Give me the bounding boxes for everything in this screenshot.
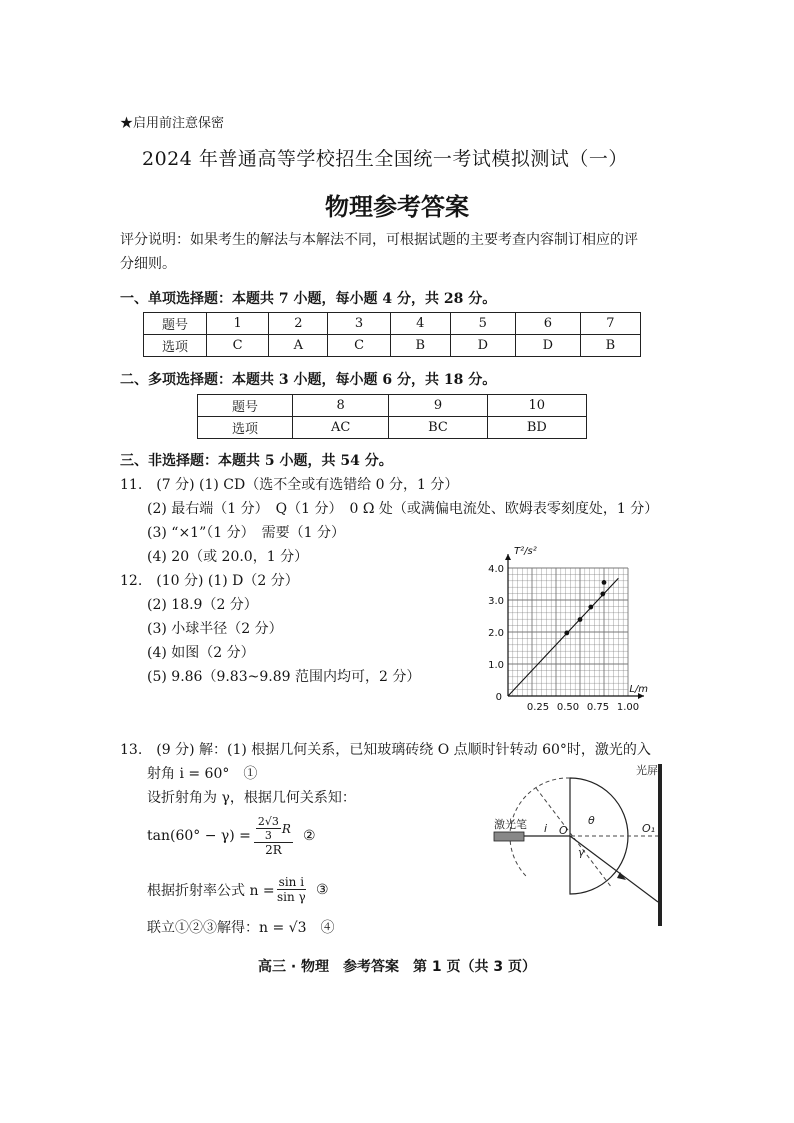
optics-diagram bbox=[492, 758, 674, 930]
q13-line1: 13. (9 分) 解：(1) 根据几何关系，已知玻璃砖绕 O 点顺时针转动 60°时，激光的入 bbox=[120, 742, 651, 758]
fraction-denominator: 2R bbox=[265, 843, 282, 857]
ray-arrow-icon bbox=[617, 872, 626, 880]
table-row bbox=[198, 395, 587, 417]
q11-line4: (4) 20（或 20.0，1 分） bbox=[147, 549, 309, 565]
data-point bbox=[578, 617, 583, 622]
table-cell: 2 bbox=[269, 313, 328, 335]
q13-equation-n bbox=[147, 875, 329, 904]
table-cell: 7 bbox=[580, 313, 640, 335]
table-cell: 选项 bbox=[144, 335, 207, 357]
table-cell: D bbox=[450, 335, 515, 357]
page-footer: 高三 · 物理 参考答案 第 1 页（共 3 页） bbox=[257, 959, 537, 975]
q13-line6: 联立①②③解得：n = √3 ④ bbox=[147, 920, 335, 936]
o1-label: O₁ bbox=[642, 822, 656, 835]
radius-symbol: R bbox=[281, 821, 291, 836]
chart-marks bbox=[508, 578, 618, 696]
y-axis-arrow-icon bbox=[505, 554, 511, 560]
table-cell: A bbox=[269, 335, 328, 357]
table-cell: 题号 bbox=[198, 395, 293, 417]
page-title: 物理参考答案 bbox=[325, 193, 469, 221]
table-cell: 3 bbox=[328, 313, 390, 335]
sin-fraction bbox=[277, 875, 306, 904]
x-tick-label: 0.75 bbox=[586, 702, 610, 713]
q13-equation-tan bbox=[147, 815, 316, 857]
y-tick-label: 2.0 bbox=[488, 628, 504, 639]
incidence-angle-label: i bbox=[544, 822, 548, 835]
t2-vs-l-chart bbox=[468, 540, 668, 720]
table-cell: 选项 bbox=[198, 417, 293, 439]
x-tick-label: 0.25 bbox=[526, 702, 550, 713]
y-tick-label: 1.0 bbox=[488, 660, 504, 671]
sin-i: sin i bbox=[278, 875, 305, 889]
gamma-label: γ bbox=[578, 846, 585, 859]
y-axis-label: T²/s² bbox=[514, 546, 537, 557]
laser-label: 激光笔 bbox=[494, 818, 527, 831]
table-cell: C bbox=[328, 335, 390, 357]
table-cell: 4 bbox=[390, 313, 450, 335]
x-tick-label: 0.50 bbox=[556, 702, 580, 713]
q13-line3: 设折射角为 γ，根据几何关系知： bbox=[147, 790, 356, 806]
table-cell: 1 bbox=[207, 313, 269, 335]
inner-denominator: 3 bbox=[264, 829, 272, 842]
tan-expression: tan(60° − γ) = bbox=[147, 828, 251, 844]
table-row bbox=[144, 335, 641, 357]
screen-label: 光屏 bbox=[636, 764, 658, 777]
scoring-note: 评分说明：如果考生的解法与本解法不同，可根据试题的主要考查内容制订相应的评分细则。 bbox=[120, 232, 638, 272]
table-row bbox=[198, 417, 587, 439]
table-cell: C bbox=[207, 335, 269, 357]
table-cell: 8 bbox=[293, 395, 389, 417]
x-tick-label: 1.00 bbox=[616, 702, 640, 713]
refraction-formula-label: 根据折射率公式 n = bbox=[147, 882, 275, 899]
table-cell: 5 bbox=[450, 313, 515, 335]
table-cell: D bbox=[515, 335, 580, 357]
data-point bbox=[600, 592, 605, 597]
sin-gamma: sin γ bbox=[276, 890, 306, 904]
y-tick-label: 3.0 bbox=[488, 596, 504, 607]
data-point bbox=[588, 605, 593, 610]
laser-pen bbox=[494, 832, 524, 841]
q12-line4: (4) 如图（2 分） bbox=[147, 645, 255, 661]
chart-axes bbox=[488, 546, 648, 713]
section3-heading: 三、非选择题：本题共 5 小题，共 54 分。 bbox=[120, 453, 393, 469]
origin-label: 0 bbox=[495, 692, 502, 703]
q11-line1: 11. (7 分) (1) CD（选不全或有选错给 0 分，1 分） bbox=[120, 477, 459, 493]
table-cell: B bbox=[390, 335, 450, 357]
fraction-numerator bbox=[254, 815, 293, 843]
data-point bbox=[564, 631, 569, 636]
section1-heading: 一、单项选择题：本题共 7 小题，每小题 4 分，共 28 分。 bbox=[120, 291, 497, 307]
light-screen bbox=[658, 764, 662, 926]
data-point bbox=[602, 580, 607, 585]
table-cell: AC bbox=[293, 417, 389, 439]
table-cell: 9 bbox=[389, 395, 487, 417]
tan-fraction bbox=[254, 815, 293, 857]
center-o-label: O bbox=[559, 824, 568, 837]
table-cell: B bbox=[580, 335, 640, 357]
table-cell: 10 bbox=[487, 395, 586, 417]
table-cell: 6 bbox=[515, 313, 580, 335]
equation-number-3: ③ bbox=[316, 881, 329, 898]
q11-line3: (3) “×1”（1 分） 需要（1 分） bbox=[147, 525, 345, 541]
q12-line1: 12. (10 分) (1) D（2 分） bbox=[120, 573, 299, 589]
x-axis-label: L/m bbox=[629, 684, 648, 695]
exam-title: 2024 年普通高等学校招生全国统一考试模拟测试（一） bbox=[142, 148, 628, 170]
q12-line5: (5) 9.86（9.83~9.89 范围内均可，2 分） bbox=[147, 669, 421, 685]
table-cell: 题号 bbox=[144, 313, 207, 335]
section1-answer-table bbox=[143, 312, 641, 357]
inner-fraction bbox=[256, 815, 281, 842]
y-tick-label: 4.0 bbox=[488, 564, 504, 575]
q11-line2: (2) 最右端（1 分） Q（1 分） 0 Ω 处（或满偏电流处、欧姆表零刻度处，1 分） bbox=[147, 501, 659, 517]
inner-numerator: 2√3 bbox=[257, 815, 279, 828]
section2-heading: 二、多项选择题：本题共 3 小题，每小题 6 分，共 18 分。 bbox=[120, 372, 497, 388]
section2-answer-table bbox=[197, 394, 587, 439]
table-cell: BC bbox=[389, 417, 487, 439]
equation-number-2: ② bbox=[302, 828, 316, 844]
theta-label: θ bbox=[588, 814, 595, 827]
confidential-note: ★启用前注意保密 bbox=[120, 116, 225, 131]
q12-line3: (3) 小球半径（2 分） bbox=[147, 621, 283, 637]
q12-line2: (2) 18.9（2 分） bbox=[147, 597, 258, 613]
q13-line2: 射角 i = 60° ① bbox=[147, 766, 258, 782]
table-cell: BD bbox=[487, 417, 586, 439]
table-row bbox=[144, 313, 641, 335]
